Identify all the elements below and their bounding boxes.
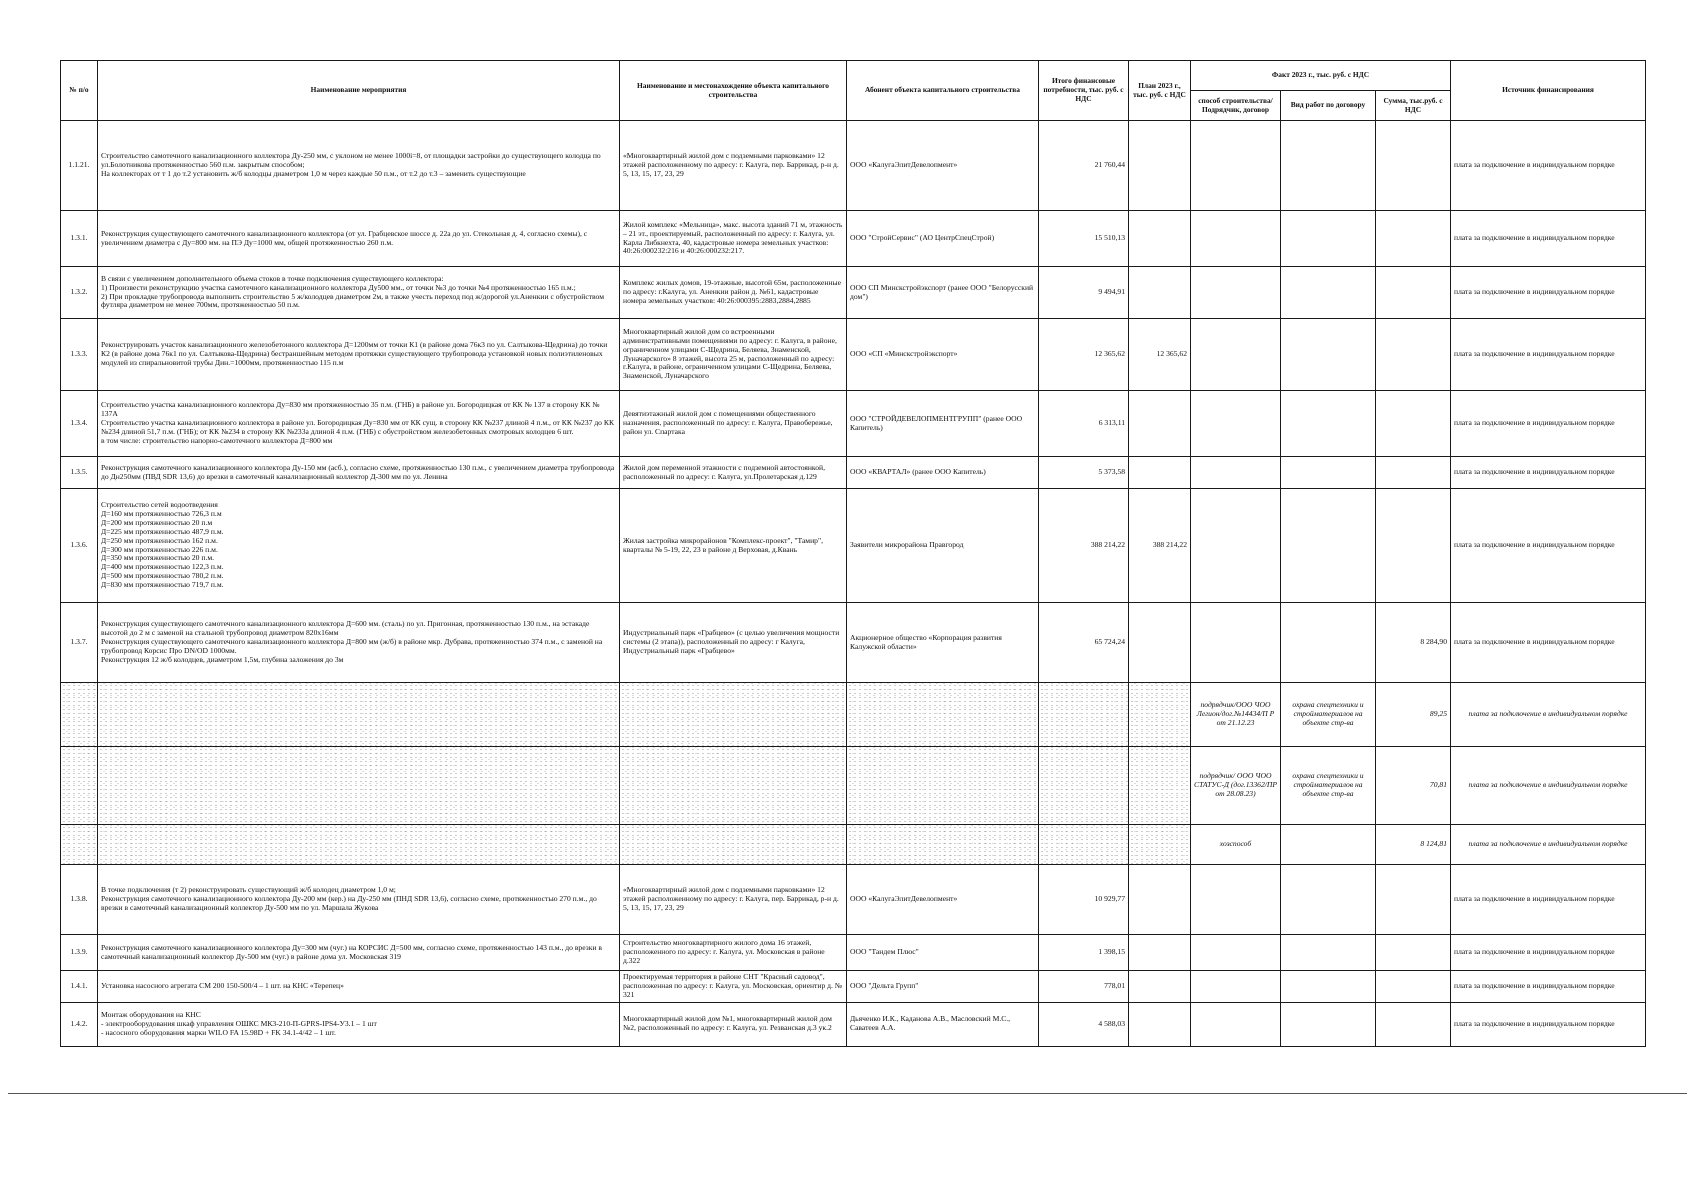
row-work-type — [1281, 319, 1376, 391]
row-client: ООО "Тандем Плюс" — [847, 935, 1039, 971]
table-subrow — [61, 747, 1646, 825]
row-method — [1191, 121, 1281, 211]
row-sum — [1376, 121, 1451, 211]
noise-cell — [1129, 683, 1191, 747]
row-client: ООО "СтройСервис" (АО ЦентрСпецСтрой) — [847, 211, 1039, 267]
row-sum: 8 284,90 — [1376, 603, 1451, 683]
noise-cell — [1039, 683, 1129, 747]
row-sum — [1376, 457, 1451, 489]
row-name: Строительство сетей водоотведения Д=160 мм протяженностью 726,3 п.м Д=200 мм протяженностью 20 п.м Д=225 мм протяженностью 487,9 п.м. Д=250 мм протяженностью 162 п.м. Д=300 мм протяженностью 226 п.м. Д=350 мм протяженностью 20 п.м. Д=400 мм протяженностью 122,3 п.м. Д=500 мм протяженностью 780,2 п.м. Д=830 мм протяженностью 719,7 п.м. — [98, 489, 620, 603]
row-num: 1.1.21. — [61, 121, 98, 211]
row-work-type — [1281, 935, 1376, 971]
row-source: плата за подключение в индивидуальном порядке — [1451, 121, 1646, 211]
row-name: Реконструкция самотечного канализационного коллектора Ду-150 мм (асб.), согласно схеме, протяженностью 130 п.м., с увеличением диаметра трубопровода до Дн250мм (ПВД SDR 13,6) до врезки в самотечный канализационный коллектор Д-300 мм по ул. Ленина — [98, 457, 620, 489]
row-source: плата за подключение в индивидуальном порядке — [1451, 971, 1646, 1003]
col-header-total: Итого финансовые потребности, тыс. руб. с НДС — [1039, 61, 1129, 121]
subrow-work-type: охрана спецтехники и стройматериалов на объекте стр-ва — [1281, 747, 1376, 825]
row-source: плата за подключение в индивидуальном порядке — [1451, 457, 1646, 489]
col-header-num: № п/о — [61, 61, 98, 121]
table-row — [61, 267, 1646, 319]
row-name: Реконструкция существующего самотечного канализационного коллектора (от ул. Грабцевское шоссе д. 22а до ул. Стекольная д. 4, согласно схемы), с увеличением диаметра с Ду=800 мм. на ПЭ Ду=1000 мм, общей протяженностью 260 п.м. — [98, 211, 620, 267]
row-total: 21 760,44 — [1039, 121, 1129, 211]
subrow-work-type: охрана спецтехники и стройматериалов на объекте стр-ва — [1281, 683, 1376, 747]
col-header-name: Наименование мероприятия — [98, 61, 620, 121]
row-num: 1.3.1. — [61, 211, 98, 267]
row-source: плата за подключение в индивидуальном порядке — [1451, 1002, 1646, 1046]
noise-cell — [61, 747, 98, 825]
row-plan — [1129, 971, 1191, 1003]
noise-cell — [61, 683, 98, 747]
row-object: Девятиэтажный жилой дом с помещениями общественного назначения, расположенный по адресу: г. Калуга, Правобережье, район ул. Спартака — [620, 391, 847, 457]
row-method — [1191, 489, 1281, 603]
row-work-type — [1281, 391, 1376, 457]
row-object: Комплекс жилых домов, 19-этажные, высотой 65м, расположенные по адресу: г.Калуга, ул. Аненкии район д. №61, кадастровые номера земельных участков: 40:26:000395:2883,2884,2885 — [620, 267, 847, 319]
row-work-type — [1281, 865, 1376, 935]
table-row — [61, 121, 1646, 211]
row-source: плата за подключение в индивидуальном порядке — [1451, 267, 1646, 319]
row-name: Строительство участка канализационного коллектора Ду=830 мм протяженностью 35 п.м. (ГНБ) в районе ул. Богородицкая от КК № 137 в сторону КК № 137А Строительство участка канализационного коллектора в районе ул. Богородицкая Ду=830 мм от КК сущ. в сторону КК №237 длиной 4 п.м., от КК №237 до КК №234 длиной 51,7 п.м. (ГНБ); от КК №234 в сторону КК №233а длиной 4 п.м. (ГНБ) с обустройством железобетонных смотровых колодцев 6 шт. в том числе: строительство напорно-самотечного коллектора Д=800 мм — [98, 391, 620, 457]
row-work-type — [1281, 121, 1376, 211]
row-plan — [1129, 603, 1191, 683]
row-total: 10 929,77 — [1039, 865, 1129, 935]
row-name: Монтаж оборудования на КНС - электрооборудования шкаф управления ОШКС МК3-210-П-GPRS-IPS4-У3.1 – 1 шт - насосного оборудования марки WILO FA 15.98D + FK 34.1-4/42 – 1 шт. — [98, 1002, 620, 1046]
row-num: 1.3.5. — [61, 457, 98, 489]
col-header-client: Абонент объекта капитального строительства — [847, 61, 1039, 121]
noise-cell — [98, 825, 620, 865]
row-plan: 388 214,22 — [1129, 489, 1191, 603]
row-plan — [1129, 267, 1191, 319]
table-row — [61, 1002, 1646, 1046]
subrow-method: подрядчик/ООО ЧОО Легион/дог.№14434/П Р от 21.12.23 — [1191, 683, 1281, 747]
row-source: плата за подключение в индивидуальном порядке — [1451, 603, 1646, 683]
col-header-method: способ строительства/ Подрядчик, договор — [1191, 91, 1281, 121]
row-client: Дьяченко И.К., Каданова А.В., Масловский М.С., Саватеев А.А. — [847, 1002, 1039, 1046]
subrow-method: хозспособ — [1191, 825, 1281, 865]
row-client: ООО "Дельта Групп" — [847, 971, 1039, 1003]
row-method — [1191, 267, 1281, 319]
table-row — [61, 971, 1646, 1003]
row-num: 1.3.3. — [61, 319, 98, 391]
row-total: 1 398,15 — [1039, 935, 1129, 971]
page-bottom-rule — [8, 1093, 1687, 1094]
table-subrow — [61, 825, 1646, 865]
row-method — [1191, 1002, 1281, 1046]
row-name: Реконструировать участок канализационного железобетонного коллектора Д=1200мм от точки К1 (в районе дома 76к3 по ул. Салтыкова-Щедрина) до точки К2 (в районе дома 76к1 по ул. Салтыкова-Щедрина) бестраншейным методом протяжки существующего трубопровода установкой новых полиэтиленовых модулей из спиральновитой трубы Дин.=1000мм, протяженностью 115 п.м — [98, 319, 620, 391]
row-sum — [1376, 865, 1451, 935]
row-work-type — [1281, 267, 1376, 319]
row-work-type — [1281, 1002, 1376, 1046]
row-client: ООО «КалугаЭлитДевелопмент» — [847, 121, 1039, 211]
row-name: Реконструкция самотечного канализационного коллектора Ду=300 мм (чуг.) на КОРСИС Д=500 мм, согласно схеме, протяженностью 143 п.м., до врезки в самотечный канализационный коллектор Ду-500 мм (чуг.) в районе дома ул. Московская 319 — [98, 935, 620, 971]
row-total: 12 365,62 — [1039, 319, 1129, 391]
row-num: 1.3.6. — [61, 489, 98, 603]
row-num: 1.4.1. — [61, 971, 98, 1003]
row-sum — [1376, 935, 1451, 971]
row-plan — [1129, 121, 1191, 211]
row-object: Многоквартирный жилой дом со встроенными административными помещениями по адресу: г. Калуга, в районе, ограниченном улицами С-Щедрина, Беляева, Знаменской, Луначарского» 8 этажей, высота 25 м, расположенный по адресу: г.Калуга, в районе, ограниченном улицами С-Щедрина, Беляева, Знаменской, Луначарского — [620, 319, 847, 391]
row-object: Жилая застройка микрорайонов "Комплекс-проект", "Тамир", кварталы № 5-19, 22, 23 в районе д Верховая, д.Квань — [620, 489, 847, 603]
row-client: ООО "СТРОЙДЕВЕЛОПМЕНТГРУПП" (ранее ООО Капитель) — [847, 391, 1039, 457]
row-client: ООО «КВАРТАЛ» (ранее ООО Капитель) — [847, 457, 1039, 489]
row-total: 15 510,13 — [1039, 211, 1129, 267]
row-object: Индустриальный парк «Грабцево» (с целью увеличения мощности системы (2 этапа)), расположенный по адресу: г Калуга, Индустриальный парк «Грабцево» — [620, 603, 847, 683]
subrow-method: подрядчик/ ООО ЧОО СТАТУС-Д (дог.13362/ПР от 28.08.23) — [1191, 747, 1281, 825]
row-name: Установка насосного агрегата СМ 200 150-500/4 – 1 шт. на КНС «Терепец» — [98, 971, 620, 1003]
row-total: 4 588,03 — [1039, 1002, 1129, 1046]
row-object: «Многоквартирный жилой дом с подземными парковками» 12 этажей расположенному по адресу: г. Калуга, пер. Баррикад, р-н д. 5, 13, 15, 17, 23, 29 — [620, 121, 847, 211]
noise-cell — [847, 683, 1039, 747]
row-sum — [1376, 319, 1451, 391]
noise-cell — [620, 825, 847, 865]
row-method — [1191, 865, 1281, 935]
noise-cell — [98, 683, 620, 747]
row-object: Многоквартирный жилой дом №1, многоквартирный жилой дом №2, расположенный по адресу: г. Калуга, ул. Резванская д.3 ук.2 — [620, 1002, 847, 1046]
table-row — [61, 603, 1646, 683]
noise-cell — [1039, 825, 1129, 865]
noise-cell — [1129, 747, 1191, 825]
table-row — [61, 391, 1646, 457]
subrow-source: плата за подключение в индивидуальном порядке — [1451, 825, 1646, 865]
row-client: Акционерное общество «Корпорация развития Калужской области» — [847, 603, 1039, 683]
noise-cell — [1039, 747, 1129, 825]
noise-cell — [847, 747, 1039, 825]
row-object: Жилой дом переменной этажности с подземной автостоянкой, расположенный по адресу: г. Калуга, ул.Пролетарская д.129 — [620, 457, 847, 489]
row-client: Заявители микрорайона Правгород — [847, 489, 1039, 603]
row-plan: 12 365,62 — [1129, 319, 1191, 391]
row-total: 5 373,58 — [1039, 457, 1129, 489]
row-total: 65 724,24 — [1039, 603, 1129, 683]
row-source: плата за подключение в индивидуальном порядке — [1451, 391, 1646, 457]
row-total: 388 214,22 — [1039, 489, 1129, 603]
row-source: плата за подключение в индивидуальном порядке — [1451, 489, 1646, 603]
row-work-type — [1281, 211, 1376, 267]
row-plan — [1129, 211, 1191, 267]
row-total: 9 494,91 — [1039, 267, 1129, 319]
row-client: ООО «КалугаЭлитДевелопмент» — [847, 865, 1039, 935]
row-sum — [1376, 267, 1451, 319]
row-sum — [1376, 971, 1451, 1003]
subrow-work-type — [1281, 825, 1376, 865]
table-subrow — [61, 683, 1646, 747]
row-method — [1191, 603, 1281, 683]
col-header-object: Наименование и местонахождение объекта капитального строительства — [620, 61, 847, 121]
subrow-sum: 8 124,81 — [1376, 825, 1451, 865]
row-num: 1.3.8. — [61, 865, 98, 935]
investment-table — [60, 60, 1646, 1047]
row-object: Проектируемая территория в районе СНТ "Красный садовод", расположенная по адресу: г. Калуга, ул. Московская, ориентир д. № 321 — [620, 971, 847, 1003]
row-plan — [1129, 865, 1191, 935]
subrow-sum: 70,81 — [1376, 747, 1451, 825]
row-plan — [1129, 1002, 1191, 1046]
row-client: ООО «СП «Минскстройэкспорт» — [847, 319, 1039, 391]
col-header-source: Источник финансирования — [1451, 61, 1646, 121]
col-header-sum: Сумма, тыс.руб. с НДС — [1376, 91, 1451, 121]
row-name: Реконструкция существующего самотечного канализационного коллектора Д=600 мм. (сталь) по ул. Пригонная, протяженностью 130 п.м., на эстакаде высотой до 2 м с заменой на стальной трубопровод диаметром 820х16мм Реконструкция существующего самотечного канализационного коллектора Д=800 мм (ж/б) в районе мкр. Дубрава, протяженностью 374 п.м., с заменой на трубопровод Корсис Про DN/OD 1000мм. Реконструкция 12 ж/б колодцев, диаметром 1,5м, глубина заложения до 3м — [98, 603, 620, 683]
col-header-fact-group: Факт 2023 г., тыс. руб. с НДС — [1191, 61, 1451, 91]
row-work-type — [1281, 971, 1376, 1003]
row-num: 1.4.2. — [61, 1002, 98, 1046]
table-row — [61, 319, 1646, 391]
row-total: 6 313,11 — [1039, 391, 1129, 457]
table-row — [61, 211, 1646, 267]
row-method — [1191, 391, 1281, 457]
row-method — [1191, 319, 1281, 391]
row-client: ООО СП Минскстройэкспорт (ранее ООО "Белорусский дом") — [847, 267, 1039, 319]
row-sum — [1376, 211, 1451, 267]
row-method — [1191, 935, 1281, 971]
row-sum — [1376, 1002, 1451, 1046]
table-row — [61, 457, 1646, 489]
table-row — [61, 489, 1646, 603]
noise-cell — [620, 683, 847, 747]
row-method — [1191, 971, 1281, 1003]
row-plan — [1129, 935, 1191, 971]
noise-cell — [847, 825, 1039, 865]
row-num: 1.3.4. — [61, 391, 98, 457]
noise-cell — [98, 747, 620, 825]
row-object: Строительство многоквартирного жилого дома 16 этажей, расположенного по адресу: г. Калуга, ул. Московская в районе д.322 — [620, 935, 847, 971]
row-sum — [1376, 391, 1451, 457]
row-num: 1.3.2. — [61, 267, 98, 319]
row-work-type — [1281, 457, 1376, 489]
row-object: «Многоквартирный жилой дом с подземными парковками» 12 этажей расположенному по адресу: г. Калуга, пер. Баррикад, р-н д. 5, 13, 15, 17, 23, 29 — [620, 865, 847, 935]
row-source: плата за подключение в индивидуальном порядке — [1451, 319, 1646, 391]
row-num: 1.3.7. — [61, 603, 98, 683]
row-object: Жилой комплекс «Мельница», макс. высота зданий 71 м, этажность – 21 эт., проектируемый, расположенный по адресу: г. Калуга, ул. Карла Либкнехта, 40, кадастровые номера земельных участков: 40:26:000232:216 и 40:26:000232:217. — [620, 211, 847, 267]
subrow-sum: 89,25 — [1376, 683, 1451, 747]
row-name: Строительство самотечного канализационного коллектора Ду-250 мм, с уклоном не менее 1000i=8, от площадки застройки до существующего колодца по ул.Болотникова протяженностью 560 п.м. закрытым способом; На коллекторах от т 1 до т.2 установить ж/б колодцы диаметром 1,0 м через каждые 50 п.м., от т.2 до т.3 – заменить существующие — [98, 121, 620, 211]
row-total: 778,01 — [1039, 971, 1129, 1003]
col-header-work-type: Вид работ по договору — [1281, 91, 1376, 121]
noise-cell — [1129, 825, 1191, 865]
row-source: плата за подключение в индивидуальном порядке — [1451, 211, 1646, 267]
noise-cell — [61, 825, 98, 865]
table-row — [61, 935, 1646, 971]
col-header-plan: План 2023 г., тыс. руб. с НДС — [1129, 61, 1191, 121]
row-method — [1191, 211, 1281, 267]
row-work-type — [1281, 603, 1376, 683]
subrow-source: плата за подключение в индивидуальном порядке — [1451, 747, 1646, 825]
row-source: плата за подключение в индивидуальном порядке — [1451, 935, 1646, 971]
noise-cell — [620, 747, 847, 825]
subrow-source: плата за подключение в индивидуальном порядке — [1451, 683, 1646, 747]
row-work-type — [1281, 489, 1376, 603]
row-name: В связи с увеличением дополнительного объема стоков в точке подключения существующего коллектора: 1) Произвести реконструкцию участка самотечного канализационного коллектора Ду500 мм., от точки №3 до точки №4 протяженностью 165 п.м.; 2) При прокладке трубопровода выполнить строительство 5 ж/колодцев диаметром 2м, в также учесть переход под ж/дорогой ул.Аненкии с обустройством футляра диаметром не менее 700мм, протяженностью 50 п.м. — [98, 267, 620, 319]
row-plan — [1129, 457, 1191, 489]
row-source: плата за подключение в индивидуальном порядке — [1451, 865, 1646, 935]
table-row — [61, 865, 1646, 935]
row-plan — [1129, 391, 1191, 457]
row-name: В точке подключения (т 2) реконструировать существующий ж/б колодец диаметром 1,0 м; Реконструкция самотечного канализационного коллектора Ду-200 мм (кер.) на Ду-250 мм (ПНД SDR 13,6), согласно схеме, протяженностью 270 п.м., до врезки в самотечный канализационный коллектор Ду-500 мм по ул. Маршала Жукова — [98, 865, 620, 935]
row-sum — [1376, 489, 1451, 603]
row-method — [1191, 457, 1281, 489]
row-num: 1.3.9. — [61, 935, 98, 971]
